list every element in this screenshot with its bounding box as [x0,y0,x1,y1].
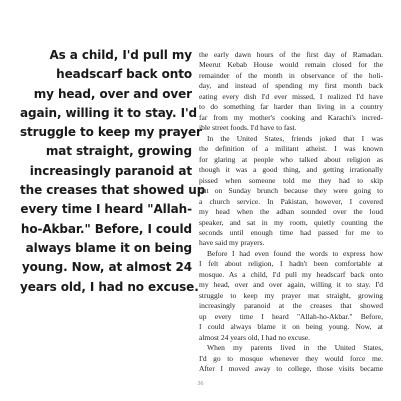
pull-quote-line: increasingly paranoid at [29,163,192,178]
body-line: Meerut Kebab House would remain closed for the [199,60,383,70]
body-line: speaker, and sat in my room, quietly counting the [199,217,383,227]
body-line: ible street foods. I'd have to fast. [199,123,297,133]
body-line: When my parents lived in the United States, [207,343,383,353]
body-line: I'd go to mosque whenever they would force me. [199,353,383,363]
body-line: almost 24 years old, I had no excuse. [199,332,311,342]
body-line: In the United States, friends joked that I was [207,133,383,143]
body-line: remainder of the month in observance of the holi- [199,70,383,80]
body-line: the early dawn hours of the first day of Ramadan. [199,50,383,59]
body-line: I could always blame it on being young. Now, at [199,322,383,332]
body-line: a church service. In Pakistan, however, I covered [199,196,383,206]
pull-quote-line: every time I heard "Allah- [20,202,192,217]
body-line: day, and instead of spending my first month back [199,81,383,91]
pull-quote-line: always blame it on being [25,240,192,255]
pull-quote-line: ho-Akbar." Before, I could [20,221,192,236]
body-line: to do something far harder than living in a country [199,102,383,112]
body-line: eating every dish I'd ever missed, I realized I'd have [199,91,383,101]
body-line: have said my prayers. [199,238,265,248]
body-line: my head, over and over again, willing it to stay. I'd [199,280,383,290]
pull-quote-line: young. Now, at almost 24 [21,260,192,275]
pull-quote-line: headscarf back onto [56,67,192,82]
body-line: up every time I heard "Allah-ho-Akbar." Before, [199,311,383,321]
body-line: though it was a good thing, and getting irrationally [199,165,383,175]
body-line: Before I had even found the words to express how [207,248,383,258]
body-line: out on Sunday brunch because they were going to [199,186,383,196]
body-line: I felt about religion, I hadn't been comfortable at [199,259,383,269]
pull-quote-line: again, willing it to stay. I'd [20,105,198,120]
body-line: for glaring at people who talked about religion as [199,154,383,164]
pull-quote-line: As a child, I'd pull my [49,48,192,62]
pull-quote-line: years old, I had no excuse. [20,279,199,294]
body-line: struggle to keep my prayer mat straight, growing [199,290,383,300]
body-line: the definition of a militant atheist. I was known [199,144,383,154]
pull-quote-line: my head, over and over [33,86,192,101]
body-line: seconds until enough time had passed for me to [199,227,383,237]
body-line: increasingly paranoid at the creases that showed [199,301,383,311]
body-line: my head when the adhan sounded over the loud [199,207,383,217]
body-line: pissed when someone told me they had to skip [199,175,383,185]
page-number: 36 [197,381,204,387]
body-text-column [199,50,383,375]
body-line: far from my mother's cooking and Karachi's incred- [199,112,383,122]
pull-quote [20,46,206,297]
pull-quote-line: the creases that showed up [20,183,206,198]
pull-quote-line: struggle to keep my prayer [20,125,202,140]
body-line: mosque. As a child, I'd pull my headscarf back onto [199,269,383,279]
body-line: After I moved away to college, those visits became [199,364,383,374]
pull-quote-line: mat straight, growing [45,144,192,159]
